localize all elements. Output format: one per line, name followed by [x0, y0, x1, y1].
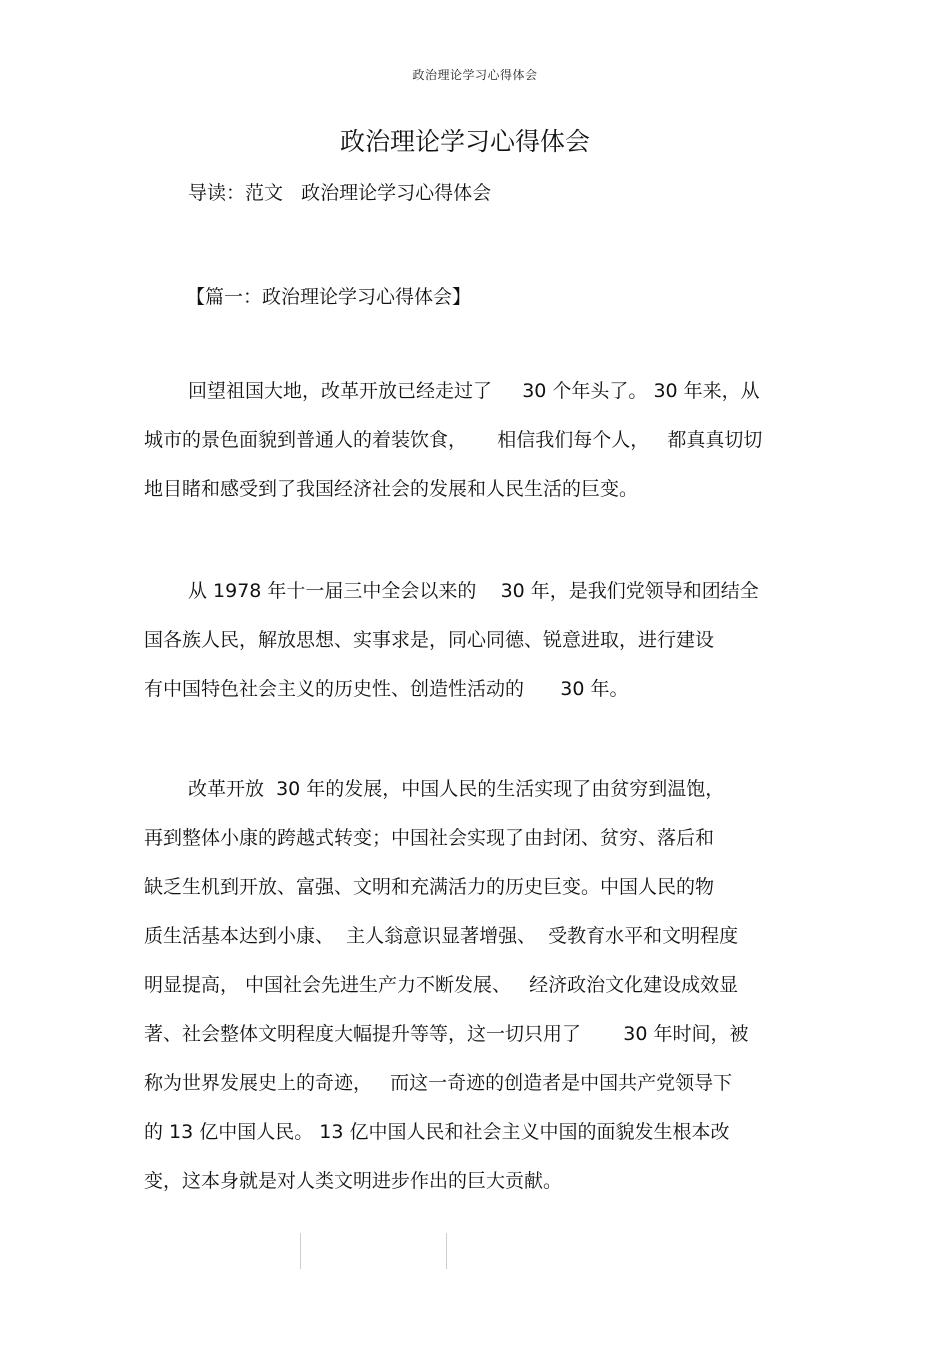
paragraph-line: 的 13 亿中国人民。 13 亿中国人民和社会主义中国的面貌发生根本改	[144, 1121, 730, 1143]
page-title: 政治理论学习心得体会	[339, 127, 590, 156]
paragraph-line: 城市的景色面貌到普通人的着装饮食， 相信我们每个人， 都真真切切	[144, 429, 763, 451]
paragraph-line: 地目睹和感受到了我国经济社会的发展和人民生活的巨变。	[144, 478, 639, 500]
paragraph-line: 回望祖国大地，改革开放已经走过了 30 个年头了。 30 年来，从	[188, 380, 760, 402]
paragraph-line: 明显提高， 中国社会先进生产力不断发展、 经济政治文化建设成效显	[144, 974, 739, 996]
paragraph-line: 变，这本身就是对人类文明进步作出的巨大贡献。	[144, 1170, 563, 1192]
intro-line: 导读：范文 政治理论学习心得体会	[188, 182, 492, 204]
paragraph-1	[144, 378, 824, 525]
section-heading: 【篇一：政治理论学习心得体会】	[186, 286, 472, 308]
paragraph-3	[144, 776, 824, 1217]
paragraph-line: 质生活基本达到小康、 主人翁意识显著增强、 受教育水平和文明程度	[144, 925, 739, 947]
paragraph-line: 有中国特色社会主义的历史性、创造性活动的 30 年。	[144, 678, 629, 700]
paragraph-line: 从 1978 年十一届三中全会以来的 30 年，是我们党领导和团结全	[188, 580, 759, 602]
paragraph-line: 缺乏生机到开放、富强、文明和充满活力的历史巨变。中国人民的物	[144, 876, 715, 898]
paragraph-line: 改革开放 30 年的发展，中国人民的生活实现了由贫穷到温饱，	[188, 778, 725, 800]
footer-divider-right	[446, 1233, 447, 1269]
paragraph-line: 国各族人民，解放思想、实事求是，同心同德、锐意进取，进行建设	[144, 629, 715, 651]
paragraph-line: 再到整体小康的跨越式转变；中国社会实现了由封闭、贫穷、落后和	[144, 827, 715, 849]
running-header: 政治理论学习心得体会	[412, 68, 538, 82]
footer-divider-left	[300, 1233, 301, 1269]
paragraph-line: 称为世界发展史上的奇迹， 而这一奇迹的创造者是中国共产党领导下	[144, 1072, 733, 1094]
paragraph-line: 著、社会整体文明程度大幅提升等等，这一切只用了 30 年时间，被	[144, 1023, 749, 1045]
paragraph-2	[144, 578, 824, 725]
